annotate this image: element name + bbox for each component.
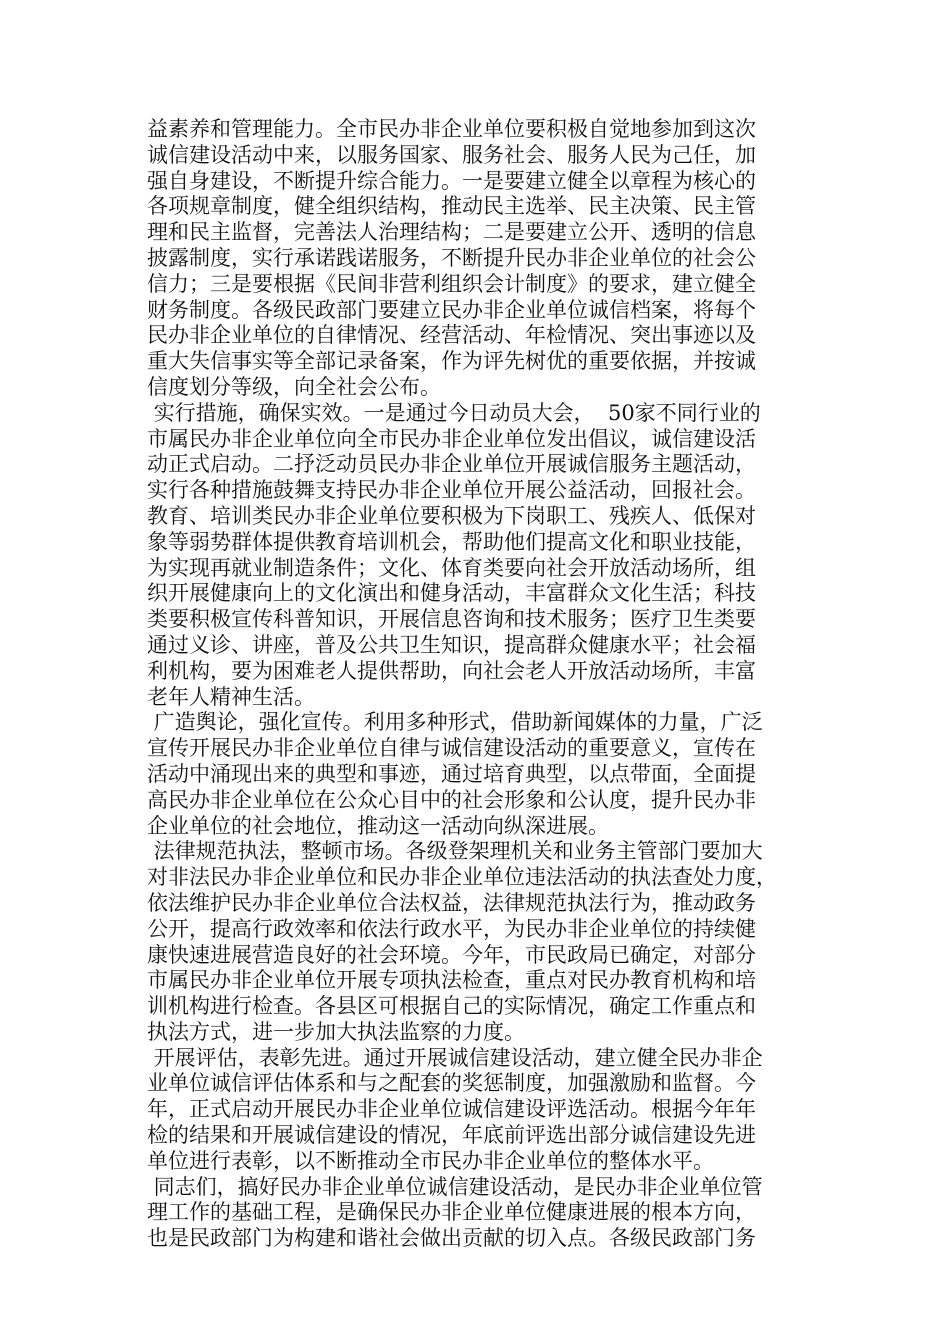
text-line: 老年人精神生活。 xyxy=(147,684,315,709)
text-line: 织开展健康向上的文化演出和健身活动，丰富群众文化生活；科技 xyxy=(147,581,756,606)
text-line: 披露制度，实行承诺践诺服务，不断提升民办非企业单位的社会公 xyxy=(147,245,756,270)
text-line: 对非法民办非企业单位和民办非企业单位违法活动的执法查处力度， xyxy=(147,865,777,890)
text-line: 也是民政部门为构建和谐社会做出贡献的切入点。各级民政部门务 xyxy=(147,1226,756,1251)
text-line: 类要积极宣传科普知识，开展信息咨询和技术服务；医疗卫生类要 xyxy=(147,607,756,632)
text-line: 执法方式，进一步加大执法监察的力度。 xyxy=(147,1019,525,1044)
text-line: 财务制度。各级民政部门要建立民办非企业单位诚信档案，将每个 xyxy=(147,297,756,322)
text-line: 依法维护民办非企业单位合法权益，法律规范执法行为，推动政务 xyxy=(147,890,756,915)
text-line: 诚信建设活动中来，以服务国家、服务社会、服务人民为己任，加 xyxy=(147,142,756,167)
text-line: 益素养和管理能力。全市民办非企业单位要积极自觉地参加到这次 xyxy=(147,117,756,141)
text-line: 重大失信事实等全部记录备案，作为评先树优的重要依据，并按诚 xyxy=(147,349,756,374)
text-line: 市属民办非企业单位向全市民办非企业单位发出倡议，诚信建设活 xyxy=(147,426,756,451)
text-line: 信力；三是要根据《民间非营利组织会计制度》的要求，建立健全 xyxy=(147,271,756,296)
text-line: 训机构进行检查。各县区可根据自己的实际情况，确定工作重点和 xyxy=(147,994,756,1019)
text-line: 同志们，搞好民办非企业单位诚信建设活动，是民办非企业单位管 xyxy=(147,1174,763,1199)
text-line: 通过义诊、讲座，普及公共卫生知识，提高群众健康水平；社会福 xyxy=(147,632,756,657)
text-line: 高民办非企业单位在公众心目中的社会形象和公认度，提升民办非 xyxy=(147,787,756,812)
text-line: 强自身建设，不断提升综合能力。一是要建立健全以章程为核心的 xyxy=(147,168,756,193)
text-line: 信度划分等级，向全社会公布。 xyxy=(147,374,441,399)
text-line: 法律规范执法，整顿市场。各级登架理机关和业务主管部门要加大 xyxy=(147,839,763,864)
text-line: 公开，提高行政效率和依法行政水平，为民办非企业单位的持续健 xyxy=(147,916,756,941)
text-line: 企业单位的社会地位，推动这一活动向纵深进展。 xyxy=(147,813,609,838)
text-line: 市属民办非企业单位开展专项执法检查，重点对民办教育机构和培 xyxy=(147,968,756,993)
text-line: 理和民主监督，完善法人治理结构；二是要建立公开、透明的信息 xyxy=(147,220,756,245)
text-line: 年，正式启动开展民办非企业单位诚信建设评选活动。根据今年年 xyxy=(147,1097,756,1122)
body-text xyxy=(147,117,817,1252)
text-line: 宣传开展民办非企业单位自律与诚信建设活动的重要意义，宣传在 xyxy=(147,736,756,761)
text-line: 利机构，要为困难老人提供帮助，向社会老人开放活动场所，丰富 xyxy=(147,658,756,683)
text-line: 各项规章制度，健全组织结构，推动民主选举、民主决策、民主管 xyxy=(147,194,756,219)
text-line: 单位进行表彰，以不断推动全市民办非企业单位的整体水平。 xyxy=(147,1148,714,1173)
text-line: 康快速进展营造良好的社会环境。今年，市民政局已确定，对部分 xyxy=(147,942,756,967)
text-line: 业单位诚信评估体系和与之配套的奖惩制度，加强激励和监督。今 xyxy=(147,1071,756,1096)
text-line: 为实现再就业制造条件；文化、体育类要向社会开放活动场所，组 xyxy=(147,555,756,580)
text-line: 检的结果和开展诚信建设的情况，年底前评选出部分诚信建设先进 xyxy=(147,1123,756,1148)
text-line: 活动中涌现出来的典型和事迹，通过培育典型，以点带面，全面提 xyxy=(147,761,756,786)
text-line: 教育、培训类民办非企业单位要积极为下岗职工、残疾人、低保对 xyxy=(147,503,756,528)
text-line: 实行措施，确保实效。一是通过今日动员大会， 50家不同行业的 xyxy=(147,400,761,425)
text-line: 动正式启动。二抒泛动员民办非企业单位开展诚信服务主题活动， xyxy=(147,452,756,477)
text-line: 广造舆论，强化宣传。利用多种形式，借助新闻媒体的力量，广泛 xyxy=(147,710,763,735)
text-line: 实行各种措施鼓舞支持民办非企业单位开展公益活动，回报社会。 xyxy=(147,478,756,503)
text-line: 象等弱势群体提供教育培训机会，帮助他们提高文化和职业技能， xyxy=(147,529,756,554)
text-line: 开展评估，表彰先进。通过开展诚信建设活动，建立健全民办非企 xyxy=(147,1045,763,1070)
text-line: 理工作的基础工程，是确保民办非企业单位健康进展的根本方向， xyxy=(147,1200,756,1225)
text-line: 民办非企业单位的自律情况、经营活动、年检情况、突出事迹以及 xyxy=(147,323,756,348)
